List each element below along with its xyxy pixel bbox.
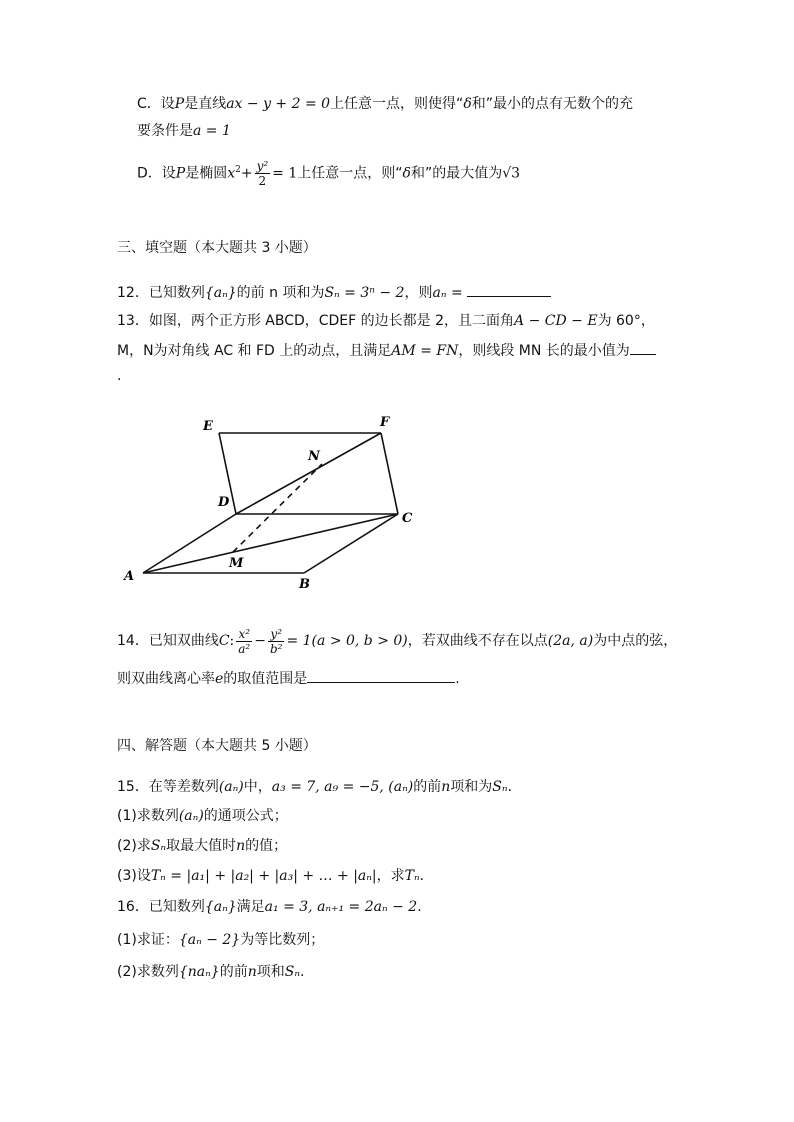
var-n: n bbox=[236, 838, 246, 854]
text: 15．在等差数列 bbox=[117, 779, 219, 795]
text: 的前 bbox=[219, 964, 248, 980]
diagonal-ac bbox=[143, 514, 398, 573]
midpoint: (2a, a) bbox=[547, 633, 594, 649]
fraction-x bbox=[236, 627, 252, 656]
text: 项和 bbox=[256, 964, 285, 980]
question-15-line1 bbox=[117, 777, 522, 797]
text: 满足 bbox=[236, 899, 265, 915]
text: 的通项公式； bbox=[203, 808, 288, 824]
text: (1)求数列 bbox=[117, 808, 179, 824]
text: 项和为 bbox=[450, 779, 493, 795]
t-n: Tₙ bbox=[404, 868, 420, 884]
text: 是椭圆 bbox=[185, 165, 228, 182]
denominator: a² bbox=[238, 641, 251, 656]
question-15-part1 bbox=[117, 806, 288, 826]
label-m: M bbox=[229, 556, 244, 571]
option-d-label: D．设 bbox=[137, 165, 176, 182]
text: 上任意一点，则使得“ bbox=[330, 96, 464, 112]
dihedral-angle: A − CD − E bbox=[514, 313, 598, 329]
section-4-heading: 四、解答题（本大题共 5 小题） bbox=[117, 738, 317, 754]
numerator: y² bbox=[268, 627, 285, 642]
text: M，N为对角线 AC 和 FD 上的动点，且满足 bbox=[117, 343, 392, 359]
condition: AM = FN bbox=[391, 343, 459, 359]
sequence: {aₙ} bbox=[204, 285, 237, 301]
colon: : bbox=[229, 633, 235, 649]
text: . bbox=[417, 899, 422, 915]
hyperbola-equation: = 1(a > 0, b > 0) bbox=[286, 633, 408, 649]
label-b: B bbox=[299, 577, 310, 592]
text: 则双曲线离心率 bbox=[117, 671, 215, 687]
text: 和”最小的点有无数个的充 bbox=[471, 96, 634, 112]
curve-name: C bbox=[218, 633, 230, 649]
label-c: C bbox=[402, 511, 413, 526]
sum-formula: Sₙ = 3ⁿ − 2 bbox=[324, 285, 405, 301]
answer-blank[interactable] bbox=[307, 668, 455, 683]
text: (2)求数列 bbox=[117, 964, 179, 980]
text: ． bbox=[419, 868, 434, 884]
text: 的前 bbox=[413, 779, 442, 795]
label-n: N bbox=[308, 449, 320, 464]
question-16-line1 bbox=[117, 897, 422, 917]
numerator: x² bbox=[236, 627, 252, 642]
edge-fc bbox=[381, 433, 398, 514]
sum: Sₙ bbox=[284, 964, 300, 980]
question-16-part2 bbox=[117, 962, 304, 982]
equals-one: = 1 bbox=[272, 165, 298, 182]
text: ． bbox=[507, 779, 522, 795]
line-equation: ax − y + 2 = 0 bbox=[226, 96, 331, 112]
edge-ad bbox=[143, 514, 236, 573]
text: ，则线段 MN 长的最小值为 bbox=[458, 343, 630, 359]
text: 为等比数列； bbox=[240, 932, 325, 948]
recurrence: a₁ = 3, aₙ₊₁ = 2aₙ − 2 bbox=[264, 899, 418, 915]
text: 13．如图，两个正方形 ABCD，CDEF 的边长都是 2，且二面角 bbox=[117, 313, 515, 329]
sequence: {naₙ} bbox=[178, 964, 220, 980]
text: 14．已知双曲线 bbox=[117, 633, 219, 649]
text: 12．已知数列 bbox=[117, 285, 205, 301]
label-f: F bbox=[380, 415, 390, 430]
denominator: 2 bbox=[258, 174, 267, 189]
sequence: (aₙ) bbox=[218, 779, 244, 795]
text: 是直线 bbox=[184, 96, 227, 112]
label-a: A bbox=[124, 569, 135, 584]
text: . bbox=[300, 964, 305, 980]
numerator: y² bbox=[256, 159, 269, 174]
term: aₙ = bbox=[432, 285, 463, 301]
label-e: E bbox=[203, 419, 213, 434]
t-formula: Tₙ = |a₁| + |a₂| + |a₃| + … + |aₙ| bbox=[150, 868, 377, 884]
text: 为中点的弦， bbox=[593, 633, 678, 649]
text: (3)设 bbox=[117, 868, 151, 884]
fraction-y bbox=[268, 627, 285, 656]
edge-bc bbox=[304, 514, 398, 573]
text: ，若双曲线不存在以点 bbox=[407, 633, 548, 649]
text: 和”的最大值为 bbox=[410, 165, 503, 182]
var-n: n bbox=[247, 964, 257, 980]
eccentricity: e bbox=[215, 671, 224, 687]
question-13-line3: . bbox=[117, 368, 122, 384]
x-var: x bbox=[227, 165, 236, 182]
text: 的值； bbox=[245, 838, 288, 854]
sqrt-value: √3 bbox=[502, 165, 521, 182]
plus: + bbox=[240, 165, 253, 182]
text: . bbox=[455, 671, 460, 687]
delta-symbol: δ bbox=[463, 96, 472, 112]
var-n: n bbox=[441, 779, 451, 795]
text: 取最大值时 bbox=[166, 838, 237, 854]
minus: − bbox=[254, 633, 266, 649]
text: 16．已知数列 bbox=[117, 899, 205, 915]
diagonal-df bbox=[236, 433, 381, 514]
text: ，求 bbox=[376, 868, 405, 884]
given-terms: a₃ = 7, a₉ = −5, (aₙ) bbox=[271, 779, 414, 795]
sequence: {aₙ} bbox=[204, 899, 237, 915]
denominator: b² bbox=[269, 641, 283, 656]
delta-symbol: δ bbox=[402, 165, 411, 182]
section-3-heading: 三、填空题（本大题共 3 小题） bbox=[117, 240, 317, 256]
question-16-part1 bbox=[117, 930, 324, 950]
question-14-line2 bbox=[117, 668, 460, 689]
option-d-line: D．设P是椭圆$x^2+$ $\frac{\text{y²}}{2}$ = 1上任意一点，则“δ和”的最大值为√3 bbox=[137, 159, 521, 189]
condition: a = 1 bbox=[193, 123, 231, 139]
text: 的取值范围是 bbox=[223, 671, 308, 687]
text: (1)求证： bbox=[117, 932, 179, 948]
question-15-part2 bbox=[117, 836, 287, 856]
text: (2)求 bbox=[117, 838, 151, 854]
point-p: P bbox=[174, 96, 185, 112]
sum: Sₙ bbox=[150, 838, 167, 854]
sequence: (aₙ) bbox=[178, 808, 204, 824]
sequence: {aₙ − 2} bbox=[178, 932, 241, 948]
question-15-part3 bbox=[117, 866, 434, 886]
text: 中， bbox=[243, 779, 272, 795]
text: 要条件是 bbox=[137, 123, 193, 139]
sum: Sₙ bbox=[492, 779, 508, 795]
question-14-line1 bbox=[117, 624, 677, 658]
text: 的前 n 项和为 bbox=[236, 285, 325, 301]
label-d: D bbox=[218, 495, 230, 510]
text: 上任意一点，则“ bbox=[297, 165, 403, 182]
text: 为 60°， bbox=[597, 313, 655, 329]
text: ，则 bbox=[404, 285, 433, 301]
option-c-label: C．设 bbox=[137, 96, 175, 112]
point-p: P bbox=[175, 165, 186, 182]
